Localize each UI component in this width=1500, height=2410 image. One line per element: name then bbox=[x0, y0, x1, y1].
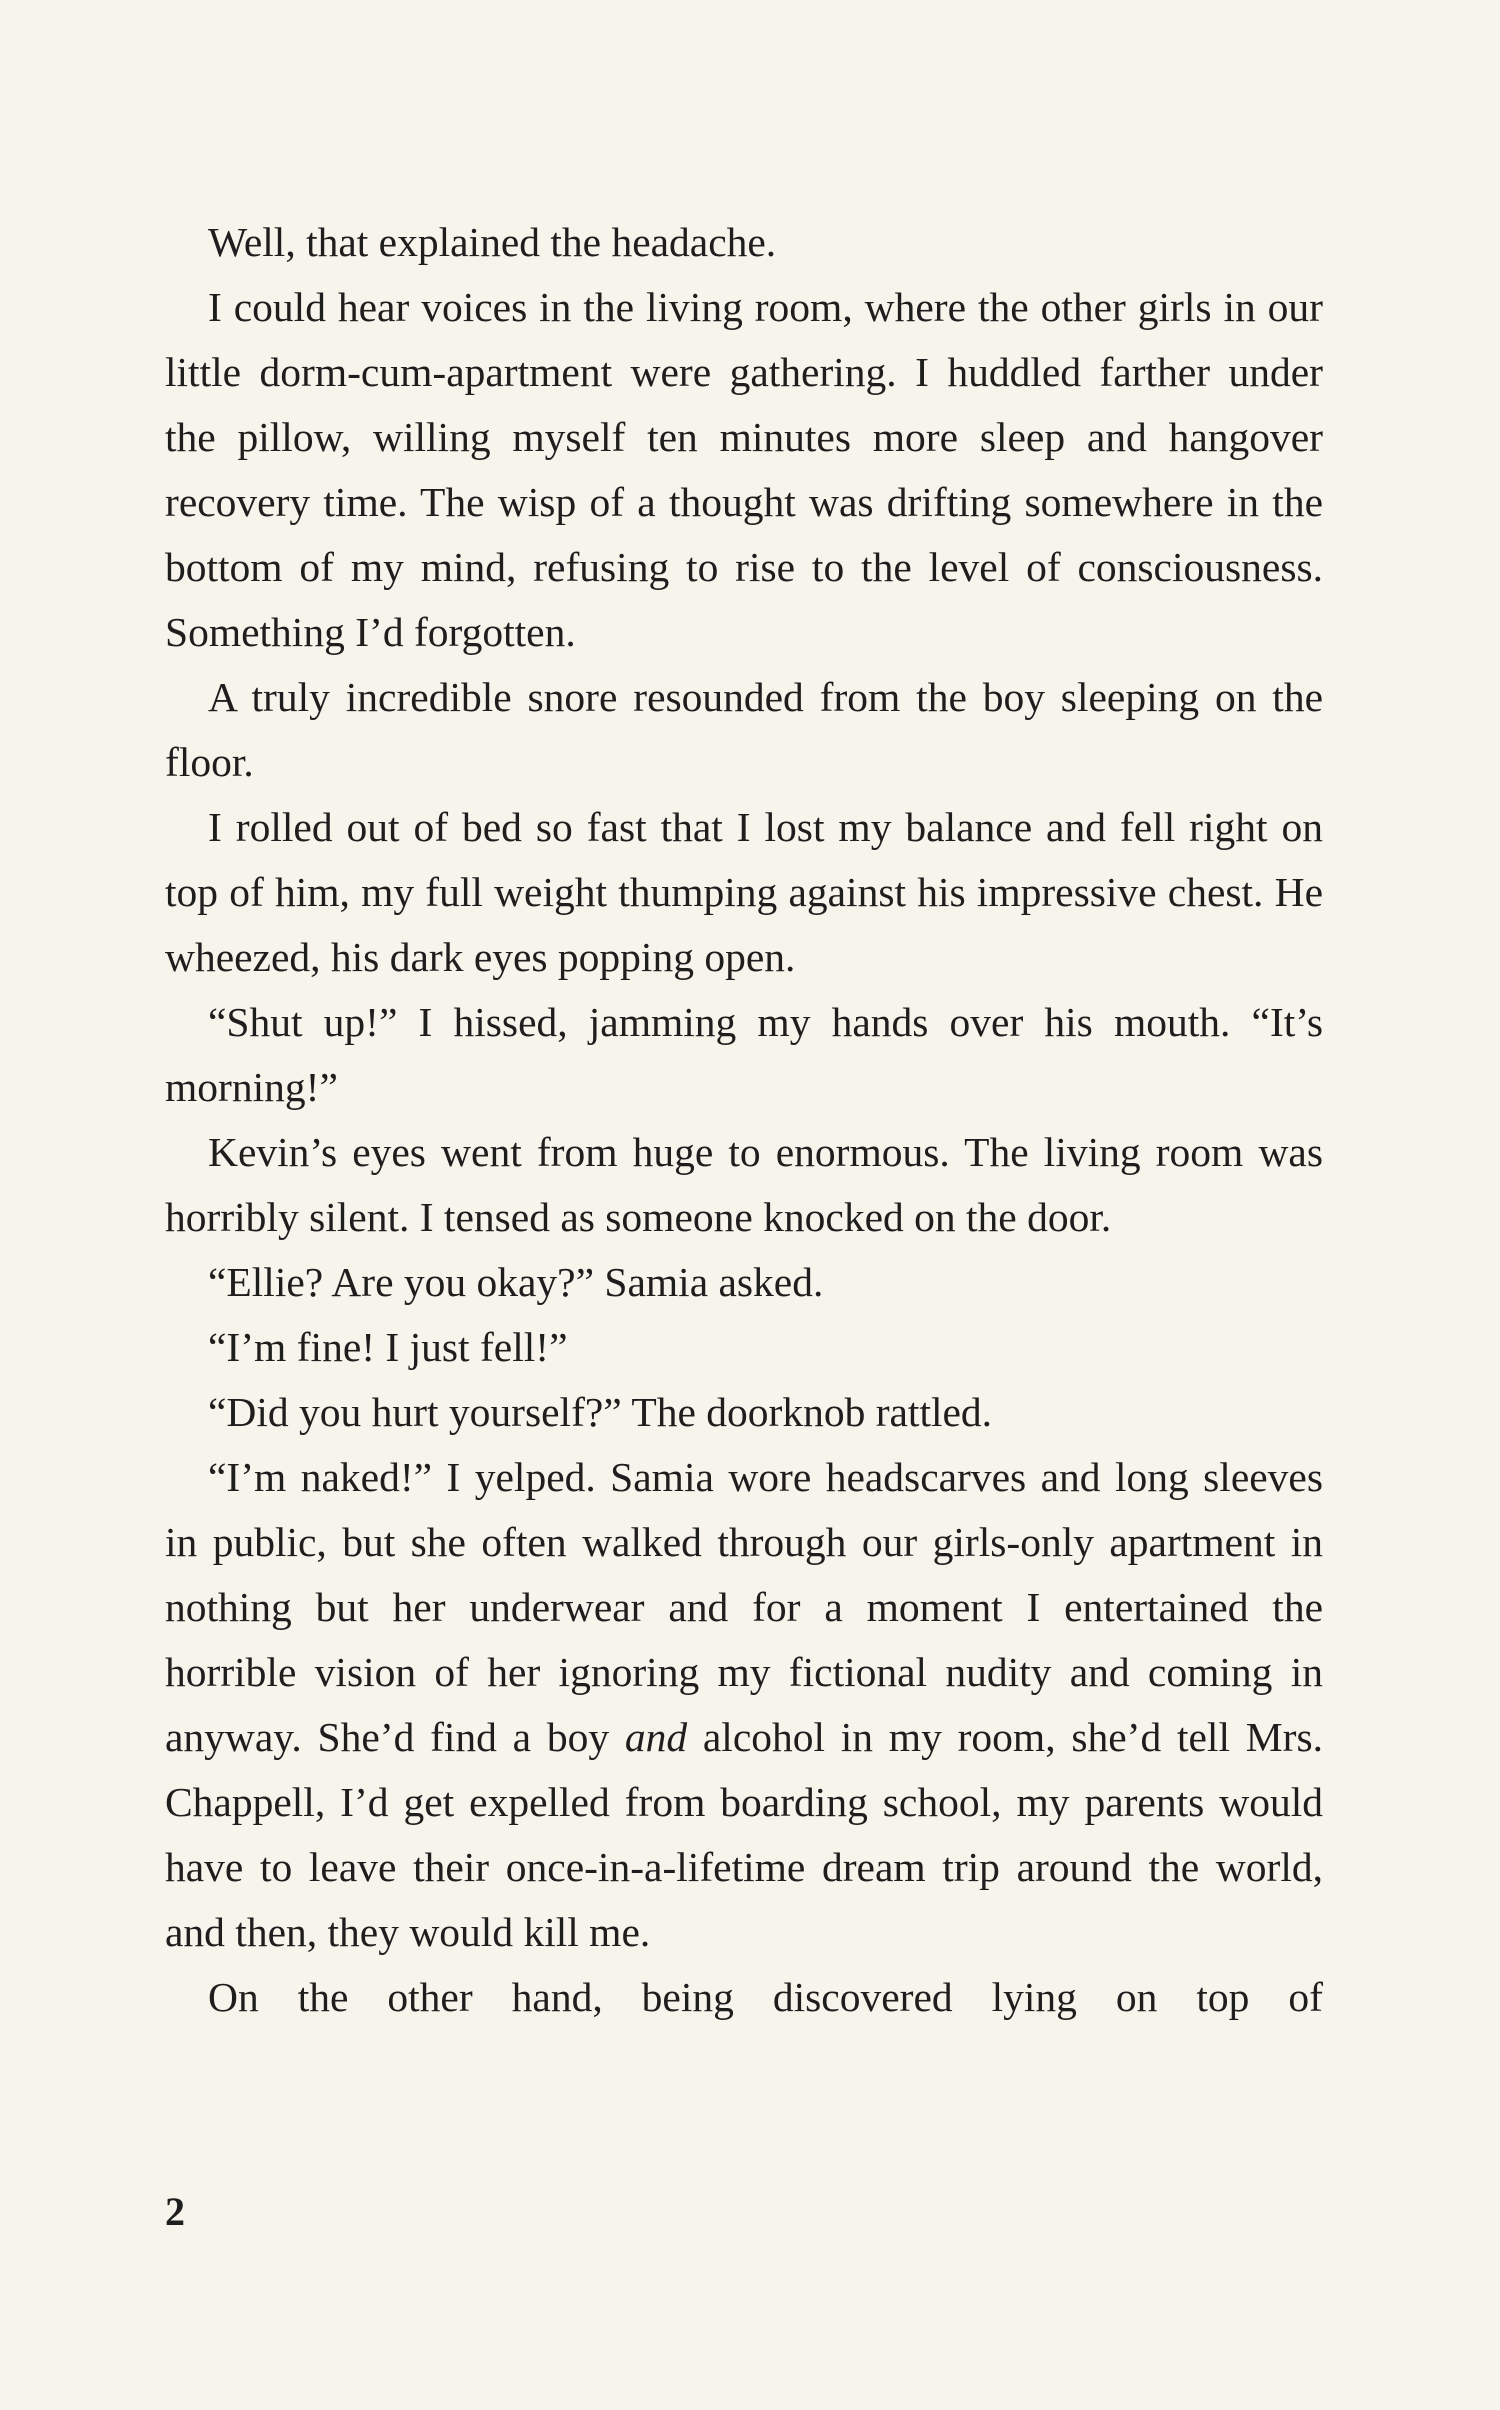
paragraph: I rolled out of bed so fast that I lost my balance and fell right on top of him, my full weight thumping against his impressive chest. He wheezed, his dark eyes popping open. bbox=[165, 804, 1323, 980]
paragraph: Well, that explained the headache. bbox=[208, 219, 777, 265]
page-number: 2 bbox=[165, 2189, 185, 2234]
paragraph-naked bbox=[165, 1445, 1323, 1965]
paragraph: “Ellie? Are you okay?” Samia asked. bbox=[208, 1259, 824, 1305]
paragraph: I could hear voices in the living room, where the other girls in our little dorm-cum-apartment were gathering. I huddled farther under the pillow, willing myself ten minutes more sleep and hangover recovery time. The wisp of a thought was drifting somewhere in the bottom of my mind, refusing to rise to the level of consciousness. Something I’d forgotten. bbox=[165, 284, 1323, 655]
body-text bbox=[165, 210, 1323, 2030]
paragraph: A truly incredible snore resounded from the boy sleeping on the floor. bbox=[165, 674, 1323, 785]
paragraph-text: alcohol in my room, she’d tell Mrs. Chappell, I’d get expelled from boarding school, my parents would have to leave their once-in-a-lifetime dream trip around the world, and then, they would kill me. bbox=[165, 1714, 1323, 1955]
paragraph-text: “I’m naked!” I yelped. Samia wore headscarves and long sleeves in public, but she often walked through our girls-only apartment in nothing but her underwear and for a moment I entertained the horrible vision of her ignoring my fictional nudity and coming in anyway. She’d find a boy bbox=[165, 1454, 1323, 1760]
emphasis-text: and bbox=[624, 1714, 688, 1760]
paragraph: “I’m fine! I just fell!” bbox=[208, 1324, 568, 1370]
paragraph: “Shut up!” I hissed, jamming my hands over his mouth. “It’s morning!” bbox=[165, 999, 1323, 1110]
paragraph-continued: On the other hand, being discovered lying on top of bbox=[208, 1974, 1323, 2020]
paragraph: Kevin’s eyes went from huge to enormous. The living room was horribly silent. I tensed as someone knocked on the door. bbox=[165, 1129, 1323, 1240]
paragraph: “Did you hurt yourself?” The doorknob rattled. bbox=[208, 1389, 993, 1435]
